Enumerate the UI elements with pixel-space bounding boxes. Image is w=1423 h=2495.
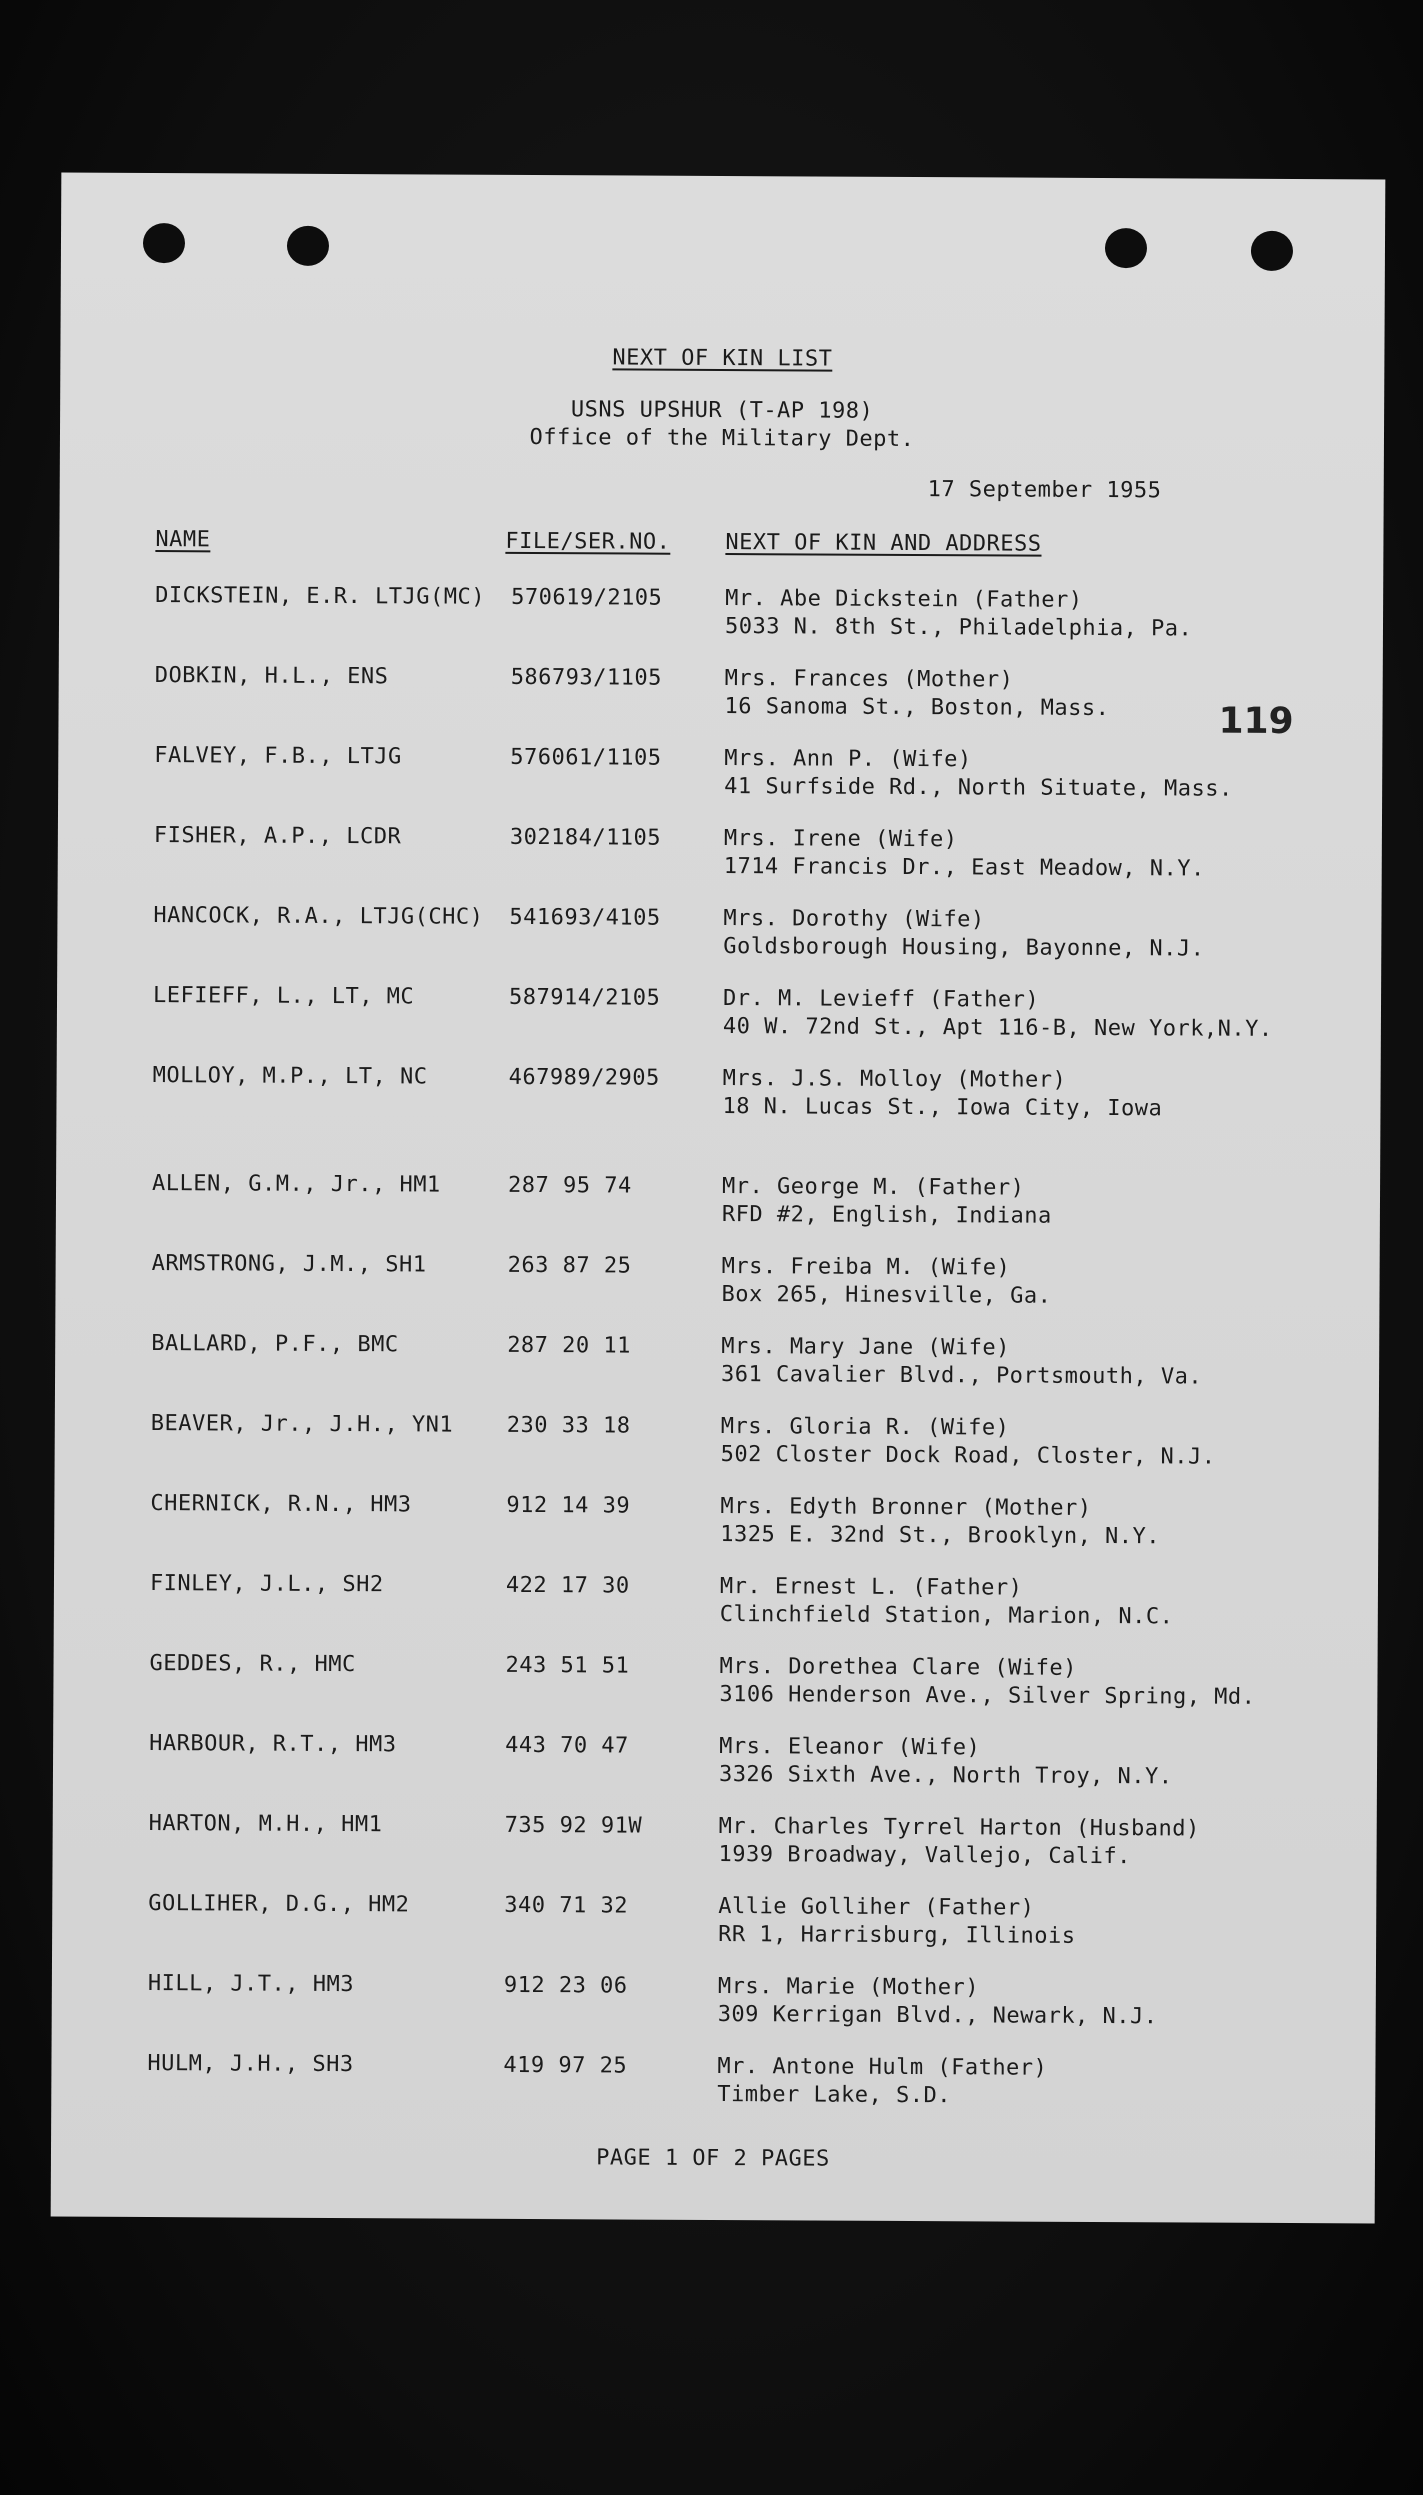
person-name: FINLEY, J.L., SH2: [149, 1571, 384, 1598]
next-of-kin: Mrs. Dorothy (Wife): [723, 906, 985, 933]
list-item: [58, 743, 1382, 820]
next-of-kin: Mrs. Mary Jane (Wife): [721, 1334, 1010, 1361]
page-footer: PAGE 1 OF 2 PAGES: [596, 2145, 830, 2172]
file-number: 587914/2105: [508, 984, 661, 1011]
next-of-kin: Mr. Abe Dickstein (Father): [725, 586, 1083, 613]
column-header-kin: NEXT OF KIN AND ADDRESS: [725, 530, 1042, 557]
next-of-kin: Mr. Charles Tyrrel Harton (Husband): [718, 1814, 1200, 1842]
list-item: [57, 903, 1381, 980]
punch-hole: [287, 226, 329, 266]
kin-address: Timber Lake, S.D.: [717, 2082, 952, 2109]
list-item: [54, 1571, 1378, 1648]
list-item: [54, 1491, 1378, 1568]
person-name: DOBKIN, H.L., ENS: [154, 663, 389, 690]
person-name: ALLEN, G.M., Jr., HM1: [152, 1171, 441, 1198]
next-of-kin: Mrs. Irene (Wife): [723, 826, 958, 853]
person-name: DICKSTEIN, E.R. LTJG(MC): [155, 583, 486, 610]
file-number: 541693/4105: [509, 904, 661, 931]
file-number: 443 70 47: [505, 1732, 629, 1759]
kin-address: Box 265, Hinesville, Ga.: [721, 1282, 1052, 1309]
person-name: GOLLIHER, D.G., HM2: [148, 1891, 410, 1918]
next-of-kin: Mrs. Freiba M. (Wife): [721, 1254, 1011, 1281]
file-number: 422 17 30: [505, 1572, 630, 1599]
file-number: 467989/2905: [508, 1064, 660, 1091]
ship-name: USNS UPSHUR (T-AP 198): [570, 397, 874, 424]
kin-address: 18 N. Lucas St., Iowa City, Iowa: [722, 1094, 1163, 1122]
document-title: NEXT OF KIN LIST: [612, 345, 833, 372]
list-item: [52, 1811, 1376, 1888]
file-number: 230 33 18: [506, 1412, 631, 1439]
list-item: [55, 1411, 1379, 1488]
punch-hole: [143, 223, 185, 263]
kin-address: 309 Kerrigan Blvd., Newark, N.J.: [717, 2002, 1158, 2030]
file-number: 912 23 06: [503, 1972, 628, 1999]
kin-address: Goldsborough Housing, Bayonne, N.J.: [723, 934, 1205, 962]
file-number: 340 71 32: [504, 1892, 629, 1919]
document-date: 17 September 1955: [927, 477, 1162, 504]
file-number: 243 51 51: [505, 1652, 630, 1679]
kin-address: 5033 N. 8th St., Philadelphia, Pa.: [724, 614, 1193, 642]
kin-address: 502 Closter Dock Road, Closter, N.J.: [720, 1442, 1216, 1470]
next-of-kin: Mr. George M. (Father): [721, 1174, 1025, 1201]
person-name: HARTON, M.H., HM1: [148, 1811, 383, 1838]
punch-hole: [1251, 231, 1293, 271]
file-number: 287 95 74: [507, 1172, 632, 1199]
file-number: 586793/1105: [510, 664, 662, 691]
next-of-kin: Mr. Ernest L. (Father): [719, 1574, 1023, 1601]
file-number: 263 87 25: [507, 1252, 632, 1279]
punch-hole: [1105, 228, 1147, 268]
next-of-kin: Mrs. J.S. Molloy (Mother): [722, 1066, 1067, 1093]
next-of-kin: Mrs. Edyth Bronner (Mother): [720, 1494, 1092, 1521]
list-item: [56, 1063, 1380, 1140]
person-name: BALLARD, P.F., BMC: [151, 1331, 399, 1358]
next-of-kin: Mrs. Ann P. (Wife): [724, 746, 972, 773]
next-of-kin: Mrs. Dorethea Clare (Wife): [719, 1654, 1077, 1681]
person-name: FALVEY, F.B., LTJG: [154, 743, 402, 770]
next-of-kin: Allie Golliher (Father): [718, 1894, 1035, 1921]
list-item: [58, 663, 1382, 743]
next-of-kin: Mrs. Frances (Mother): [724, 666, 1014, 693]
person-name: BEAVER, Jr., J.H., YN1: [150, 1411, 454, 1438]
list-item: [52, 1971, 1376, 2048]
office-name: Office of the Military Dept.: [529, 425, 915, 453]
column-header-file: FILE/SER.NO.: [505, 528, 671, 555]
kin-address: 1939 Broadway, Vallejo, Calif.: [718, 1842, 1131, 1870]
list-item: [58, 823, 1382, 900]
next-of-kin: Mrs. Gloria R. (Wife): [720, 1414, 1010, 1441]
kin-address: 16 Sanoma St., Boston, Mass.: [724, 694, 1110, 722]
person-name: FISHER, A.P., LCDR: [153, 823, 402, 850]
list-item: [56, 1171, 1380, 1248]
next-of-kin: Mrs. Eleanor (Wife): [719, 1734, 981, 1761]
list-item: [57, 983, 1381, 1060]
file-number: 302184/1105: [509, 824, 662, 851]
file-number: 570619/2105: [511, 584, 663, 611]
kin-address: 361 Cavalier Blvd., Portsmouth, Va.: [721, 1362, 1203, 1390]
file-number: 735 92 91W: [504, 1812, 643, 1839]
kin-address: Clinchfield Station, Marion, N.C.: [719, 1602, 1174, 1630]
next-of-kin: Dr. M. Levieff (Father): [722, 986, 1040, 1013]
person-name: GEDDES, R., HMC: [149, 1651, 356, 1678]
kin-address: 41 Surfside Rd., North Situate, Mass.: [724, 774, 1233, 802]
list-item: [59, 583, 1383, 660]
file-number: 419 97 25: [503, 2052, 628, 2079]
column-header-name: NAME: [155, 527, 211, 553]
handwritten-page-number: 119: [1218, 700, 1294, 743]
list-item: [55, 1251, 1379, 1328]
list-item: [51, 2051, 1375, 2128]
list-item: [53, 1651, 1377, 1728]
kin-address: 40 W. 72nd St., Apt 116-B, New York,N.Y.: [722, 1014, 1273, 1042]
list-item: [55, 1331, 1379, 1408]
next-of-kin: Mrs. Marie (Mother): [717, 1974, 980, 2001]
file-number: 576061/1105: [510, 744, 662, 771]
person-name: HILL, J.T., HM3: [147, 1971, 355, 1998]
file-number: 912 14 39: [506, 1492, 631, 1519]
list-item: [52, 1891, 1376, 1968]
kin-address: 3106 Henderson Ave., Silver Spring, Md.: [719, 1682, 1256, 1710]
person-name: HULM, J.H., SH3: [147, 2051, 354, 2078]
person-name: HANCOCK, R.A., LTJG(CHC): [153, 903, 484, 930]
person-name: LEFIEFF, L., LT, MC: [152, 983, 415, 1010]
person-name: ARMSTRONG, J.M., SH1: [151, 1251, 427, 1278]
kin-address: 1325 E. 32nd St., Brooklyn, N.Y.: [720, 1522, 1161, 1550]
document-page: [51, 173, 1386, 2224]
kin-address: 3326 Sixth Ave., North Troy, N.Y.: [718, 1762, 1173, 1790]
person-name: CHERNICK, R.N., HM3: [150, 1491, 412, 1518]
person-name: HARBOUR, R.T., HM3: [149, 1731, 397, 1758]
person-name: MOLLOY, M.P., LT, NC: [152, 1063, 428, 1090]
kin-address: RFD #2, English, Indiana: [721, 1202, 1052, 1229]
file-number: 287 20 11: [507, 1332, 632, 1359]
list-item: [53, 1731, 1377, 1808]
kin-address: RR 1, Harrisburg, Illinois: [718, 1922, 1076, 1949]
kin-address: 1714 Francis Dr., East Meadow, N.Y.: [723, 854, 1205, 882]
next-of-kin: Mr. Antone Hulm (Father): [717, 2054, 1048, 2081]
